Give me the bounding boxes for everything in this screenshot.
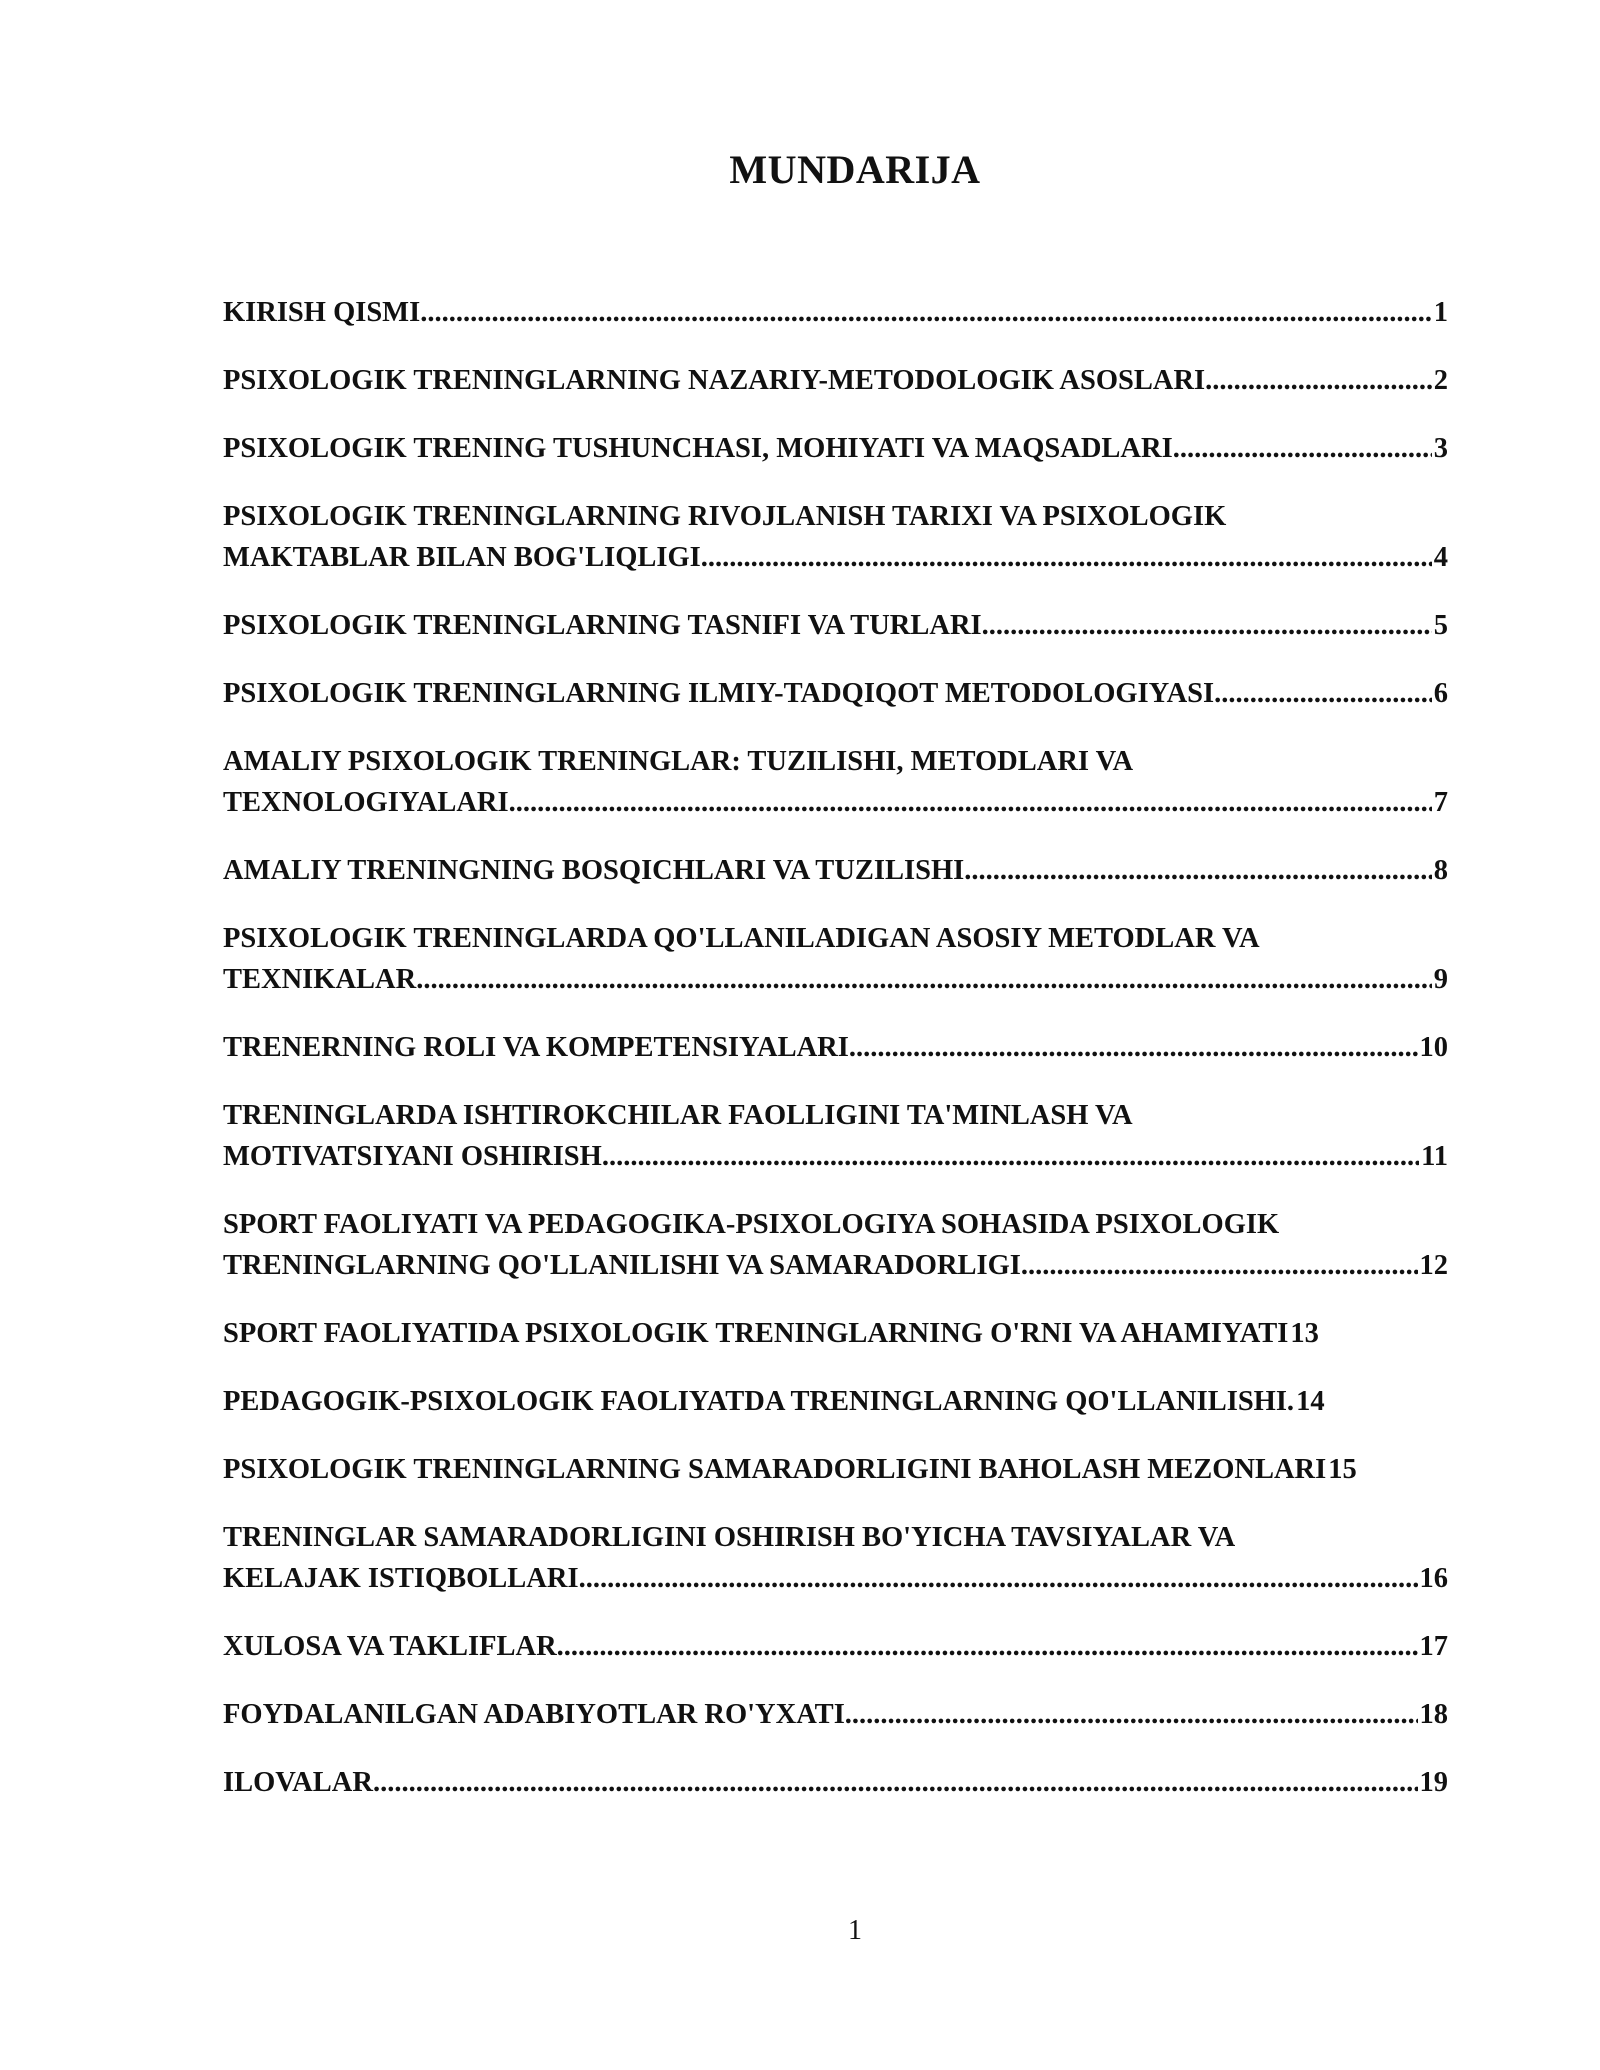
toc-entry-row bbox=[223, 537, 1448, 578]
dot-leader bbox=[1021, 1245, 1418, 1286]
toc-entry-row bbox=[223, 1136, 1448, 1177]
dot-leader bbox=[1173, 428, 1432, 469]
toc-entry-page-number: 7 bbox=[1433, 787, 1448, 818]
toc-entry-page-number: 14 bbox=[1296, 1386, 1325, 1417]
toc-entry-title: TRENERNING ROLI VA KOMPETENSIYALARI bbox=[223, 1032, 849, 1063]
toc-entry-title: SPORT FAOLIYATIDA PSIXOLOGIK TRENINGLARNING O'RNI VA AHAMIYATI bbox=[223, 1318, 1289, 1349]
toc-entry-title-line1: TRENINGLARDA ISHTIROKCHILAR FAOLLIGINI TA'MINLASH VA bbox=[223, 1100, 1133, 1131]
toc-entry-title-line1: SPORT FAOLIYATI VA PEDAGOGIKA-PSIXOLOGIYA SOHASIDA PSIXOLOGIK bbox=[223, 1209, 1280, 1240]
toc-entry-title: XULOSA VA TAKLIFLAR bbox=[223, 1631, 557, 1662]
toc-entry-page-number: 16 bbox=[1419, 1563, 1448, 1594]
toc-entry-page-number: 5 bbox=[1433, 610, 1448, 641]
dot-leader bbox=[1214, 673, 1432, 714]
toc-entry-row bbox=[223, 428, 1448, 469]
page-number: 1 bbox=[848, 1915, 862, 1946]
toc-entry-title-line1: AMALIY PSIXOLOGIK TRENINGLAR: TUZILISHI, METODLARI VA bbox=[223, 746, 1134, 777]
toc-entry-title: MOTIVATSIYANI OSHIRISH bbox=[223, 1141, 602, 1172]
dot-leader bbox=[579, 1558, 1418, 1599]
toc-entry[interactable] bbox=[223, 1449, 1448, 1490]
toc-entry-row bbox=[223, 1694, 1448, 1735]
toc-entry[interactable] bbox=[223, 1095, 1448, 1177]
toc-entry-title: PSIXOLOGIK TRENINGLARNING TASNIFI VA TURLARI bbox=[223, 610, 982, 641]
toc-entry-title: FOYDALANILGAN ADABIYOTLAR RO'YXATI bbox=[223, 1699, 845, 1730]
toc-entry[interactable] bbox=[223, 1517, 1448, 1599]
toc-entry-row bbox=[223, 1558, 1448, 1599]
toc-entry-page-number: 12 bbox=[1419, 1250, 1448, 1281]
toc-entry[interactable] bbox=[223, 1027, 1448, 1068]
dot-leader bbox=[1205, 360, 1432, 401]
toc-entry-row bbox=[223, 605, 1448, 646]
dot-leader bbox=[416, 959, 1432, 1000]
toc-entry-page-number: 4 bbox=[1433, 542, 1448, 573]
toc-entry-row bbox=[223, 959, 1448, 1000]
toc-title: MUNDARIJA bbox=[729, 147, 981, 192]
toc-entry[interactable] bbox=[223, 1204, 1448, 1286]
dot-leader bbox=[420, 292, 1432, 333]
toc-entry[interactable] bbox=[223, 428, 1448, 469]
toc-entry-row bbox=[223, 1449, 1448, 1490]
toc-entry[interactable] bbox=[223, 605, 1448, 646]
dot-leader bbox=[373, 1762, 1418, 1803]
toc-entry-title-line1: TRENINGLAR SAMARADORLIGINI OSHIRISH BO'YICHA TAVSIYALAR VA bbox=[223, 1522, 1236, 1553]
dot-leader bbox=[557, 1626, 1418, 1667]
toc-entry[interactable] bbox=[223, 1381, 1448, 1422]
toc-entry[interactable] bbox=[223, 741, 1448, 823]
toc-entry-title: TRENINGLARNING QO'LLANILISHI VA SAMARADORLIGI bbox=[223, 1250, 1021, 1281]
toc-entry-page-number: 9 bbox=[1433, 964, 1448, 995]
toc-entry-page-number: 6 bbox=[1433, 678, 1448, 709]
toc-entry-page-number: 15 bbox=[1328, 1454, 1357, 1485]
toc-entry-title-line1: PSIXOLOGIK TRENINGLARNING RIVOJLANISH TARIXI VA PSIXOLOGIK bbox=[223, 501, 1227, 532]
toc-entry-row bbox=[223, 1626, 1448, 1667]
toc-entry-row bbox=[223, 673, 1448, 714]
toc-entry-row bbox=[223, 782, 1448, 823]
toc-entry-row bbox=[223, 1762, 1448, 1803]
table-of-contents bbox=[223, 292, 1448, 1830]
toc-entry-row bbox=[223, 1381, 1448, 1422]
dot-leader bbox=[982, 605, 1432, 646]
toc-entry-title-line1: PSIXOLOGIK TRENINGLARDA QO'LLANILADIGAN ASOSIY METODLAR VA bbox=[223, 923, 1260, 954]
toc-entry-title: TEXNIKALAR bbox=[223, 964, 417, 995]
toc-entry[interactable] bbox=[223, 1626, 1448, 1667]
toc-entry[interactable] bbox=[223, 1313, 1448, 1354]
toc-entry-title: TEXNOLOGIYALARI bbox=[223, 787, 509, 818]
toc-entry[interactable] bbox=[223, 850, 1448, 891]
toc-entry-page-number: 3 bbox=[1433, 433, 1448, 464]
toc-entry-page-number: 19 bbox=[1419, 1767, 1448, 1798]
toc-entry-row bbox=[223, 1027, 1448, 1068]
toc-entry-page-number: 8 bbox=[1433, 855, 1448, 886]
dot-leader bbox=[845, 1694, 1418, 1735]
toc-entry[interactable] bbox=[223, 1762, 1448, 1803]
toc-entry-title: KIRISH QISMI bbox=[223, 297, 421, 328]
toc-entry-page-number: 13 bbox=[1290, 1318, 1319, 1349]
dot-leader bbox=[849, 1027, 1418, 1068]
dot-leader bbox=[602, 1136, 1419, 1177]
toc-entry-title: MAKTABLAR BILAN BOG'LIQLIGI bbox=[223, 542, 701, 573]
toc-entry-title: PSIXOLOGIK TRENING TUSHUNCHASI, MOHIYATI VA MAQSADLARI bbox=[223, 433, 1173, 464]
toc-entry[interactable] bbox=[223, 496, 1448, 578]
toc-entry[interactable] bbox=[223, 360, 1448, 401]
toc-entry-page-number: 1 bbox=[1433, 297, 1448, 328]
toc-entry-title: PSIXOLOGIK TRENINGLARNING ILMIY-TADQIQOT METODOLOGIYASI bbox=[223, 678, 1215, 709]
toc-entry-title: KELAJAK ISTIQBOLLARI bbox=[223, 1563, 579, 1594]
toc-entry-title: PSIXOLOGIK TRENINGLARNING NAZARIY-METODOLOGIK ASOSLARI bbox=[223, 365, 1206, 396]
toc-entry-page-number: 11 bbox=[1421, 1141, 1448, 1172]
toc-entry-row bbox=[223, 1245, 1448, 1286]
toc-entry-title: PEDAGOGIK-PSIXOLOGIK FAOLIYATDA TRENINGLARNING QO'LLANILISHI. bbox=[223, 1386, 1295, 1417]
dot-leader bbox=[509, 782, 1432, 823]
dot-leader bbox=[701, 537, 1432, 578]
toc-entry-row bbox=[223, 360, 1448, 401]
dot-leader bbox=[964, 850, 1432, 891]
toc-entry-title: ILOVALAR bbox=[223, 1767, 373, 1798]
toc-entry[interactable] bbox=[223, 918, 1448, 1000]
toc-entry[interactable] bbox=[223, 292, 1448, 333]
toc-entry-title: AMALIY TRENINGNING BOSQICHLARI VA TUZILISHI bbox=[223, 855, 965, 886]
toc-entry-page-number: 2 bbox=[1433, 365, 1448, 396]
toc-entry-row bbox=[223, 1313, 1448, 1354]
toc-entry-row bbox=[223, 850, 1448, 891]
toc-entry-page-number: 17 bbox=[1419, 1631, 1448, 1662]
toc-entry-page-number: 10 bbox=[1419, 1032, 1448, 1063]
toc-entry-row bbox=[223, 292, 1448, 333]
toc-entry[interactable] bbox=[223, 673, 1448, 714]
toc-entry-page-number: 18 bbox=[1419, 1699, 1448, 1730]
toc-entry[interactable] bbox=[223, 1694, 1448, 1735]
toc-entry-title: PSIXOLOGIK TRENINGLARNING SAMARADORLIGINI BAHOLASH MEZONLARI bbox=[223, 1454, 1327, 1485]
